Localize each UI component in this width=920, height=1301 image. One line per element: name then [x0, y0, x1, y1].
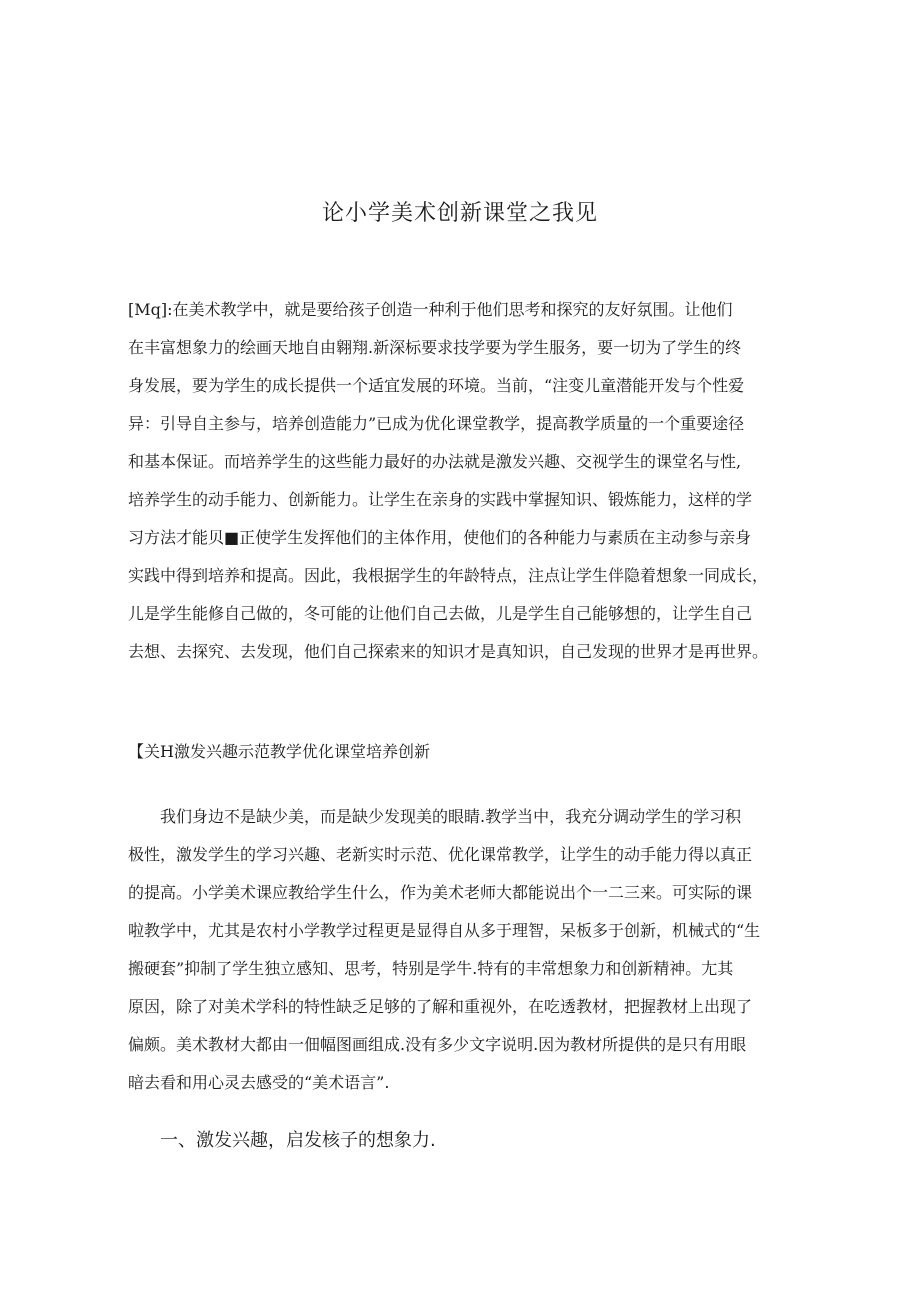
body-line: 原因，除了对美术学科的特性缺乏足够的了解和重视外，在吃透教材，把握教材上出现了 [128, 997, 753, 1016]
body-line: 的提高。小学美术课应教给学生什么，作为美术老师大都能说出个一二三来。可实际的课 [128, 883, 753, 902]
abstract-line: 实践中得到培养和提高。因此，我根据学生的年龄特点，注点让学生伴隐着想象一同成长， [128, 566, 769, 585]
page-title: 论小学美术创新课堂之我见 [321, 201, 598, 226]
abstract-line: 去想、去探究、去发现，他们自己探索来的知识才是真知识，自己发现的世界才是再世界。 [128, 642, 769, 661]
body-line: 搬硬套”抑制了学生独立感知、思考，特别是学牛.特有的丰常想象力和创新精神。尢其 [128, 959, 734, 978]
body-line: 偏颇。美术教材大都由一佃幅图画组成.没有多少文字说明.因为教材所提供的是只有用眼 [128, 1035, 747, 1054]
abstract-line: 在丰富想象力的绘画天地自由翱翔.新深标要求技学要为学生服务，要一切为了学生的终 [128, 338, 742, 357]
abstract-line: 培养学生的动手能力、创新能力。让学生在亲身的实践中掌握知识、锻炼能力，这样的学 [128, 490, 753, 509]
abstract-line: [Mq]:在美术教学中，就是要给孩子创造一种利于他们思考和探究的友好氛围。让他们 [128, 300, 733, 319]
keywords-line: 【关H激发兴趣示范教学优化课堂培养创新 [128, 742, 430, 761]
body-line: 我们身边不是缺少美，而是缺少发现美的眼睛.教学当中，我充分调动学生的学习积 [160, 807, 742, 826]
body-line: 暗去看和用心灵去感受的“美术语言”. [128, 1073, 390, 1092]
abstract-line: 和基本保证。而培养学生的这些能力最好的办法就是激发兴趣、交视学生的课堂名与性, [128, 452, 742, 471]
section-heading: 一、激发兴趣，启发核子的想象力. [160, 1130, 436, 1151]
body-line: 啦教学中，尤其是农村小学教学过程更是显得自从多于理智，呆板多于创新，机械式的“生 [128, 921, 761, 940]
body-line: 极性，激发学生的学习兴趣、老新实时示范、优化课常教学，让学生的动手能力得以真正 [128, 845, 753, 864]
abstract-line: 异：引导自主参与，培养创造能力”已成为优化课堂教学，提高教学质量的一个重要途径 [128, 414, 745, 433]
abstract-line: 儿是学生能修自己做的，冬可能的让他们自己去做，儿是学生自己能够想的，让学生自己 [128, 604, 753, 623]
abstract-line: 习方法才能贝■正使学生发挥他们的主体作用，使他们的各种能力与素质在主动参与亲身 [128, 528, 752, 547]
abstract-line: 身发展，要为学生的成长提供一个适宜发展的环境。当前，“注变儿童潜能开发与个性爱 [128, 376, 745, 395]
